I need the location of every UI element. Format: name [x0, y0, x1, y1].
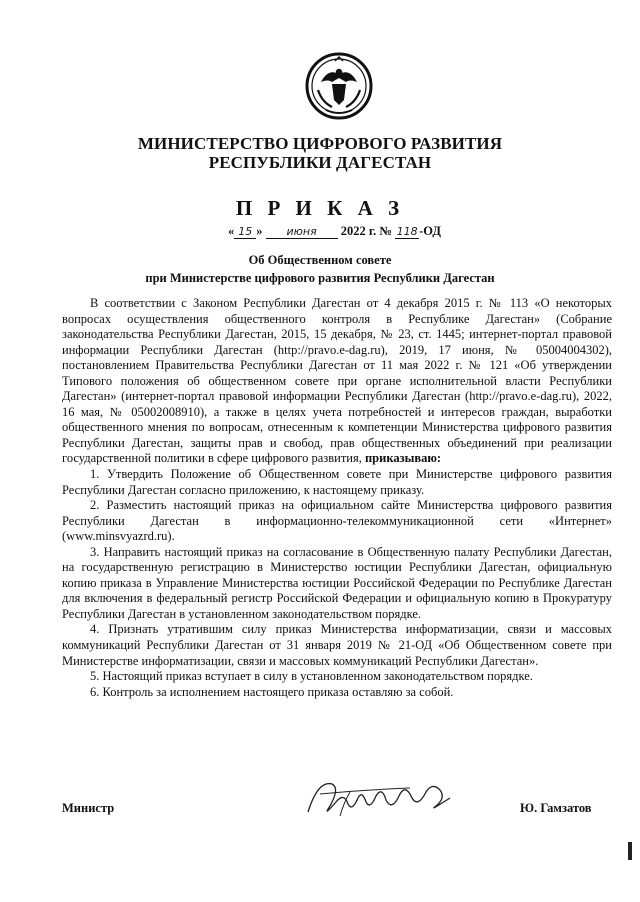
order-word: приказываю:: [364, 451, 442, 466]
signature: [300, 772, 470, 822]
order-number: 118: [396, 225, 418, 238]
ministry-name-line-1: МИНИСТЕРСТВО ЦИФРОВОГО РАЗВИТИЯ: [137, 134, 503, 153]
subject-line-1: Об Общественном совете: [248, 253, 392, 267]
order-day: 15: [234, 225, 256, 239]
signatory-name: Ю. Гамзатов: [520, 801, 592, 815]
order-item-4: 4. Признать утратившим силу приказ Министерства информатизации, связи и массовых коммуникаций Республики Дагестан от 31 января 2019 № 21-ОД «Об Общественном совете при Министерстве информатизации, связи и массовых коммуникаций Республики Дагестан».: [62, 622, 612, 668]
preamble: [62, 296, 612, 467]
number-sign: №: [379, 224, 392, 238]
order-month: июня: [266, 225, 338, 239]
order-item-2: 2. Разместить настоящий приказ на официальном сайте Министерства цифрового развития Республики Дагестан в информационно-телекоммуникационной сети «Интернет» (www.minsvyazrd.ru).: [62, 498, 612, 544]
order-number-suffix: -ОД: [419, 224, 441, 238]
order-date-number: [228, 224, 441, 239]
preamble-text: В соответствии с Законом Республики Дагестан от 4 декабря 2015 г. № 113 «О некоторых вопросах осуществления общественного контроля в Республике Дагестан» (Собрание законодательства Республики Дагестан, 2015, 15 декабря, № 23, ст. 1445; интернет-портал правовой информации Республики Дагестан (http://pravo.e-dag.ru), 2019, 17 июня, № 05004004302), постановлением Правительства Республики Дагестан от 11 мая 2022 г. № 121 «Об утверждении Типового положения об общественном совете при органе исполнительной власти Республики Дагестан» (интернет-портал правовой информации Республики Дагестан (http://pravo.e-dag.ru), 2022, 16 мая, № 05002008910), а также в целях учета потребностей и интересов граждан, выработки общественного мнения по вопросам, отнесенным к компетенции Министерства цифрового развития Республики Дагестан, защиты прав и свобод, прав общественных объединений при реализации государственной политики в сфере цифрового развития,: [62, 296, 612, 466]
subject-line-2: при Министерстве цифрового развития Республики Дагестан: [145, 271, 495, 285]
scan-edge-mark: [628, 842, 632, 860]
open-quote: «: [228, 224, 235, 238]
order-title: П Р И К А З: [235, 196, 405, 220]
order-item-3: 3. Направить настоящий приказ на согласование в Общественную палату Республики Дагестан, на государственную регистрацию в Министерство юстиции Республики Дагестан, официальную копию приказа в Управление Министерства юстиции Российской Федерации по Республике Дагестан для включения в федеральный регистр Российской Федерации и официальную копию в Прокуратуру Республики Дагестан в установленном законодательством порядке.: [62, 544, 612, 621]
order-item-5: 5. Настоящий приказ вступает в силу в установленном законодательством порядке.: [90, 669, 533, 684]
order-item-1: 1. Утвердить Положение об Общественном совете при Министерстве цифрового развития Республики Дагестан согласно приложению, к настоящему приказу.: [62, 467, 612, 497]
order-item-6: 6. Контроль за исполнением настоящего приказа оставляю за собой.: [90, 684, 454, 699]
coat-of-arms-icon: [298, 52, 380, 122]
close-quote: »: [256, 224, 263, 238]
signer-position: Министр: [62, 801, 115, 815]
document-body: [62, 296, 612, 700]
ministry-name-line-2: РЕСПУБЛИКИ ДАГЕСТАН: [208, 153, 432, 172]
order-year: 2022 г.: [340, 224, 377, 238]
